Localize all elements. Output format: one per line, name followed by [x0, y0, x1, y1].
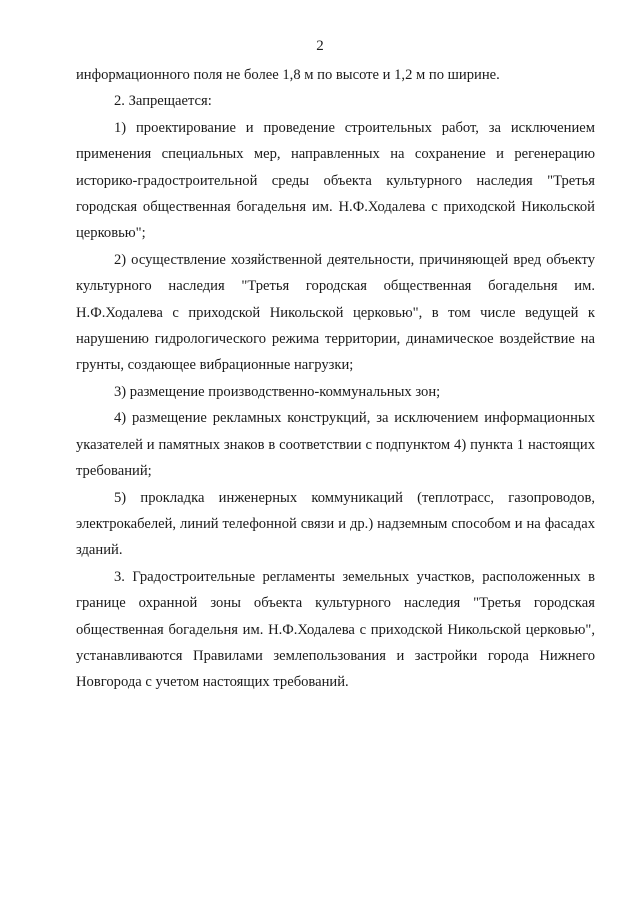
paragraph-clause-2: 2. Запрещается: [114, 93, 212, 110]
document-body [76, 62, 595, 696]
paragraph-item-5: 5) прокладка инженерных коммуникаций (теплотрасс, газопроводов, электрокабелей, линий телефонной связи и др.) надземным способом и на фасадах зданий. [76, 489, 595, 559]
paragraph-item-4: 4) размещение рекламных конструкций, за исключением информационных указателей и памятных знаков в соответствии с подпунктом 4) пункта 1 настоящих требований; [76, 410, 595, 480]
paragraph-clause-3: 3. Градостроительные регламенты земельных участков, расположенных в границе охранной зоны объекта культурного наследия "Третья городская общественная богадельня им. Н.Ф.Ходалева с приходской Никольской церковью", устанавливаются Правилами землепользования и застройки города Нижнего Новгорода с учетом настоящих требований. [76, 568, 595, 691]
paragraph-item-2: 2) осуществление хозяйственной деятельности, причиняющей вред объекту культурного наследия "Третья городская общественная богадельня им. Н.Ф.Ходалева с приходской Никольской церковью", в том числе ведущей к нарушению гидрологического режима территории, динамическое воздействие на грунты, создающее вибрационные нагрузки; [76, 251, 595, 374]
page-number: 2 [316, 38, 324, 54]
paragraph-item-1: 1) проектирование и проведение строительных работ, за исключением применения специальных мер, направленных на сохранение и регенерацию историко-градостроительной среды объекта культурного наследия "Третья городская общественная богадельня им. Н.Ф.Ходалева с приходской Никольской церковью"; [76, 119, 595, 242]
paragraph-item-3: 3) размещение производственно-коммунальных зон; [114, 383, 441, 400]
paragraph-continuation: информационного поля не более 1,8 м по высоте и 1,2 м по ширине. [76, 67, 500, 83]
